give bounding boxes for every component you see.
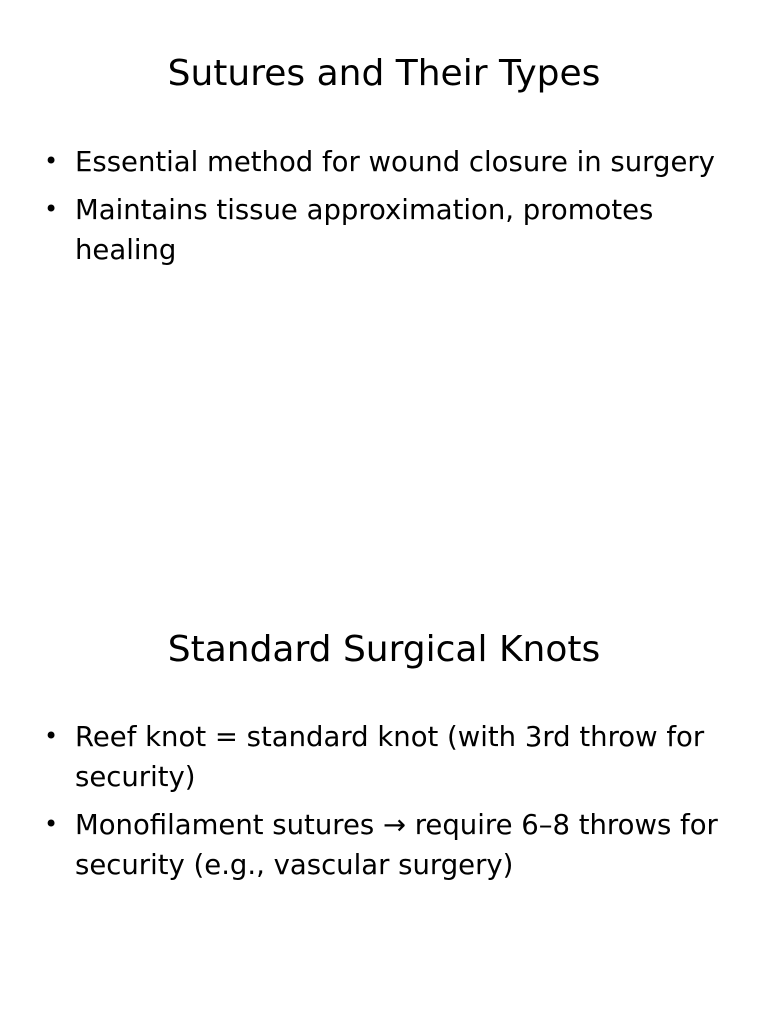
bullet-item (44, 717, 734, 797)
bullet-item (44, 805, 734, 885)
slide-title: Standard Surgical Knots (167, 629, 601, 670)
bullet-item (44, 190, 734, 270)
bullet-list (44, 142, 734, 278)
bullet-icon: • (44, 147, 59, 175)
bullet-icon: • (44, 195, 59, 223)
bullet-text: Monofilament sutures → require 6–8 throws for security (e.g., vascular surgery) (75, 809, 718, 881)
bullet-icon: • (44, 722, 59, 750)
slide-title: Sutures and Their Types (167, 53, 601, 94)
slide-2 (0, 576, 768, 1024)
bullet-text: Maintains tissue approximation, promotes healing (75, 194, 654, 266)
bullet-item (44, 142, 734, 182)
bullet-text: Reef knot = standard knot (with 3rd throw for security) (75, 721, 705, 793)
bullet-icon: • (44, 810, 59, 838)
bullet-text: Essential method for wound closure in surgery (75, 146, 715, 178)
bullet-list (44, 717, 734, 893)
